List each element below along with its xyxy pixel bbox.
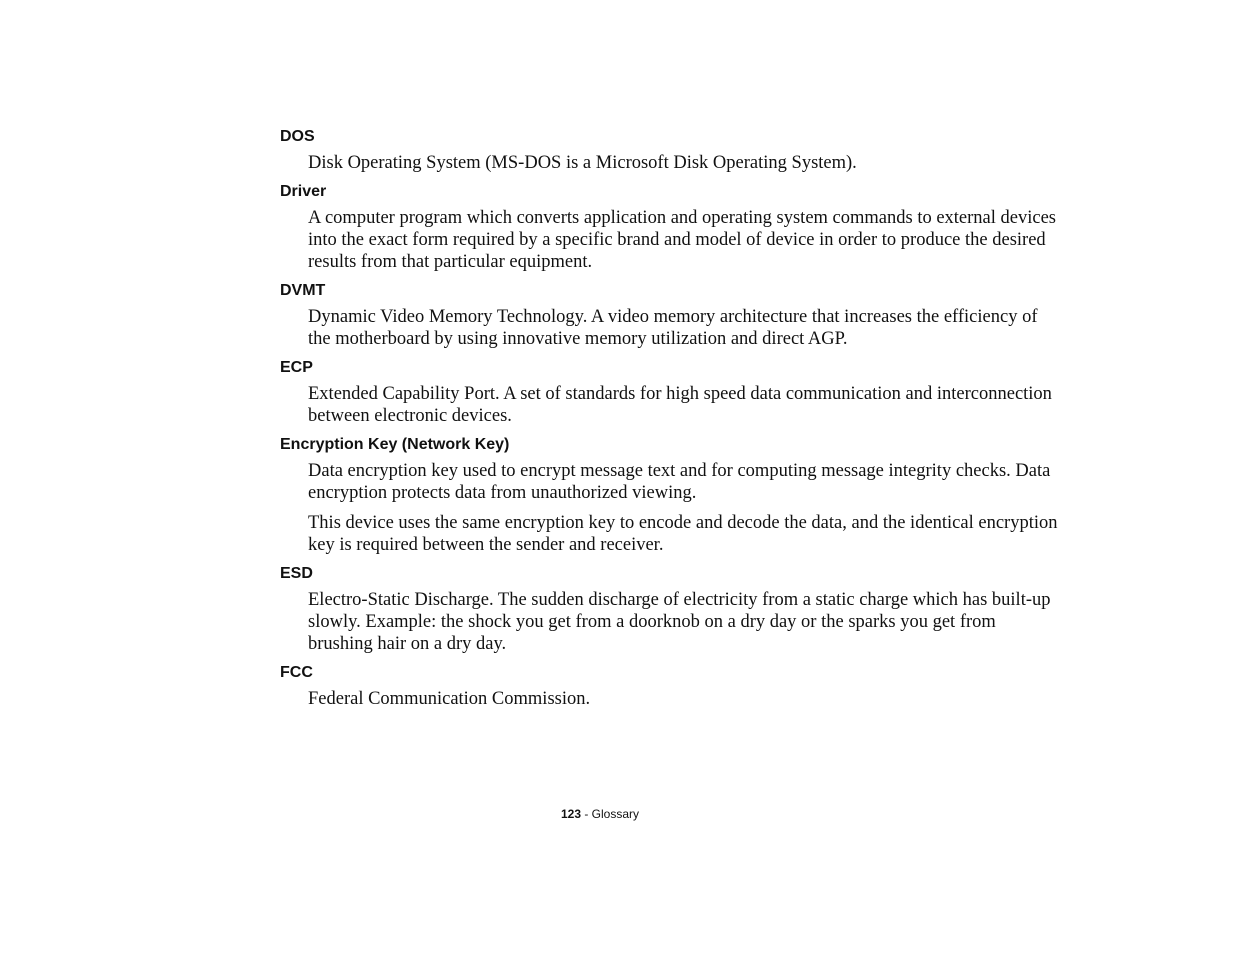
glossary-term: DVMT	[280, 282, 326, 299]
glossary-definition: A computer program which converts application and operating system commands to external devices into the exact form required by a specific brand and model of device in order to produce the desired results from that particular equipment.	[308, 208, 1057, 272]
glossary-entry-dvmt	[280, 281, 1060, 350]
glossary-entry-dos	[280, 127, 1060, 174]
section-name: Glossary	[591, 807, 640, 821]
glossary-definition: Disk Operating System (MS-DOS is a Microsoft Disk Operating System).	[308, 153, 857, 173]
glossary-content	[280, 127, 1060, 718]
glossary-entry-encryption-key	[280, 435, 1060, 556]
glossary-definition: Data encryption key used to encrypt message text and for computing message integrity checks. Data encryption protects data from unauthorized viewing.	[308, 461, 1051, 503]
glossary-definition: This device uses the same encryption key to encode and decode the data, and the identical encryption key is required between the sender and receiver.	[308, 513, 1058, 555]
page-footer	[0, 806, 1200, 822]
glossary-term: FCC	[280, 664, 313, 681]
page-number: 123	[560, 807, 581, 821]
glossary-definition: Electro-Static Discharge. The sudden discharge of electricity from a static charge which has built-up slowly. Example: the shock you get from a doorknob on a dry day or the sparks you get from brushing hair on a dry day.	[308, 590, 1051, 654]
glossary-definition: Extended Capability Port. A set of standards for high speed data communication and interconnection between electronic devices.	[308, 384, 1052, 426]
glossary-term: DOS	[280, 128, 315, 145]
glossary-entry-ecp	[280, 358, 1060, 427]
glossary-entry-esd	[280, 564, 1060, 655]
glossary-term: Driver	[280, 183, 327, 200]
glossary-entry-driver	[280, 182, 1060, 273]
glossary-definition: Dynamic Video Memory Technology. A video memory architecture that increases the efficiency of the motherboard by using innovative memory utilization and direct AGP.	[308, 307, 1038, 349]
glossary-term: ECP	[280, 359, 313, 376]
glossary-entry-fcc	[280, 663, 1060, 710]
glossary-definition: Federal Communication Commission.	[308, 689, 591, 709]
glossary-term: ESD	[280, 565, 313, 582]
footer-separator: -	[581, 807, 592, 821]
glossary-term: Encryption Key (Network Key)	[280, 436, 510, 453]
